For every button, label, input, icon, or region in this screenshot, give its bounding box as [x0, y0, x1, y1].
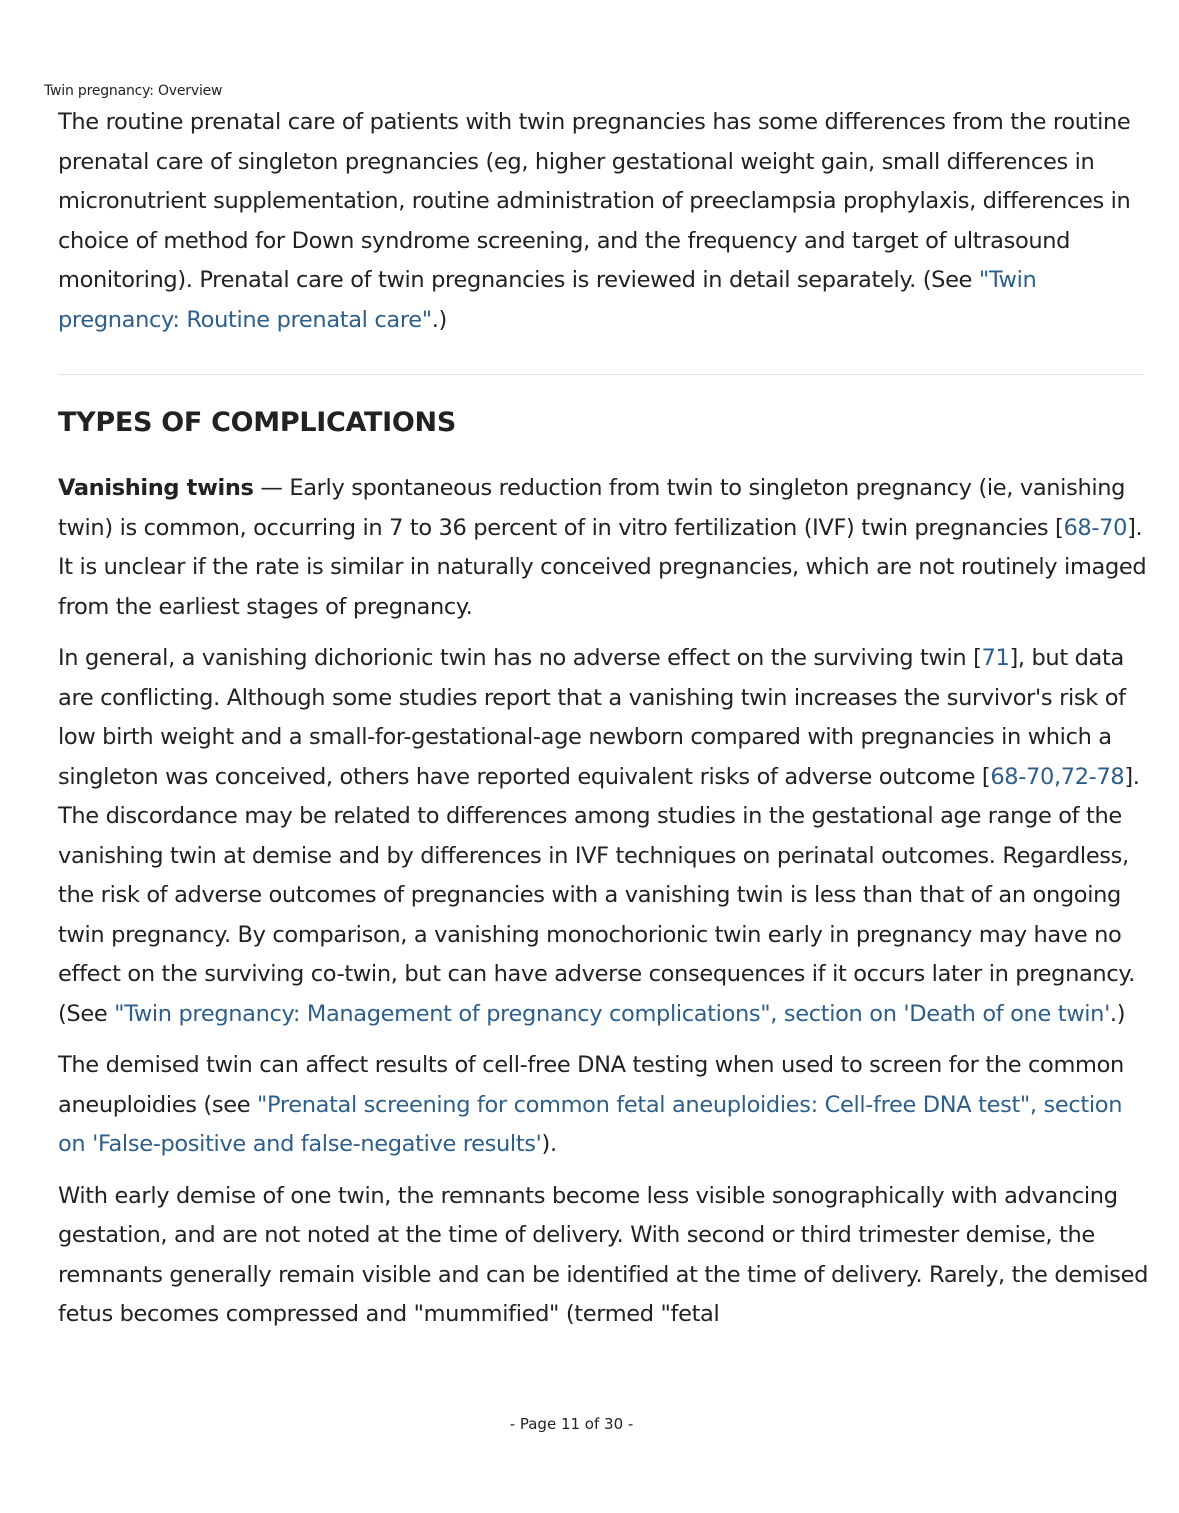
paragraph-text: — Early spontaneous reduction from twin to singleton pregnancy (ie, vanishing twin) is common, occurring in 7 to 36 percent of in vitro fertilization (IVF) twin pregnancies [ — [58, 475, 1126, 541]
paragraph-text: ], but data are conflicting. Although some studies report that a vanishing twin increases the survivor's risk of low birth weight and a small-for-gestational-age newborn compared with pregnancies in which a singleton was conceived, others have reported equivalent risks of adverse outcome [ — [58, 645, 1126, 790]
paragraph-cell-free-dna — [58, 1046, 1148, 1165]
reference-link-68-70[interactable]: 68-70 — [1063, 514, 1128, 541]
paragraph-text: ]. The discordance may be related to differences among studies in the gestational age range of the vanishing twin at demise and by differences in IVF techniques on perinatal outcomes. Regardless, the risk of adverse outcomes of pregnancies with a vanishing twin is less than that of an ongoing twin pregnancy. By comparison, a vanishing monochorionic twin early in pregnancy may have no effect on the surviving co-twin, but can have adverse consequences if it occurs later in pregnancy. (See — [58, 763, 1140, 1027]
link-management-of-pregnancy-complications[interactable]: "Twin pregnancy: Management of pregnancy complications", section on 'Death of one twin' — [114, 1000, 1110, 1027]
paragraph-early-demise — [58, 1177, 1148, 1335]
paragraph-vanishing-twins — [58, 469, 1148, 627]
page-number-footer: - Page 11 of 30 - — [509, 1415, 634, 1433]
running-header-title: Twin pregnancy: Overview — [44, 83, 223, 99]
document-body — [58, 103, 1148, 1335]
link-cell-free-dna-test[interactable]: "Prenatal screening for common fetal aneuploidies: Cell-free DNA test", section on 'False-positive and false-negative results' — [58, 1091, 1123, 1157]
paragraph-text: With early demise of one twin, the remnants become less visible sonographically with advancing gestation, and are not noted at the time of delivery. With second or third trimester demise, the remnants generally remain visible and can be identified at the time of delivery. Rarely, the demised fetus becomes compressed and "mummified" (termed "fetal — [58, 1182, 1149, 1327]
reference-link-71[interactable]: 71 — [981, 645, 1010, 671]
paragraph-text: The demised twin can affect results of cell-free DNA testing when used to screen for the common aneuploidies (see — [58, 1052, 1124, 1118]
link-routine-prenatal-care[interactable]: "Twin pregnancy: Routine prenatal care" — [58, 267, 1037, 333]
paragraph-text: .) — [1109, 1000, 1126, 1027]
lead-term-vanishing-twins: Vanishing twins — [58, 475, 254, 501]
intro-text: The routine prenatal care of patients with twin pregnancies has some differences from the routine prenatal care of singleton pregnancies (eg, higher gestational weight gain, small differences in micronutrient supplementation, routine administration of preeclampsia prophylaxis, differences in choice of method for Down syndrome screening, and the frequency and target of ultrasound monitoring). Prenatal care of twin pregnancies is reviewed in detail separately. (See — [58, 109, 1131, 293]
paragraph-text: In general, a vanishing dichorionic twin has no adverse effect on the surviving twin [ — [58, 645, 982, 671]
section-divider — [58, 374, 1144, 375]
section-heading: TYPES OF COMPLICATIONS — [58, 407, 456, 438]
intro-text-end: .) — [431, 306, 447, 333]
section-types-of-complications — [58, 469, 1148, 1335]
reference-link-68-70-72-78[interactable]: 68-70,72-78 — [990, 763, 1125, 790]
paragraph-dichorionic — [58, 639, 1148, 1034]
intro-paragraph — [58, 103, 1148, 340]
paragraph-text: ). — [541, 1131, 557, 1157]
paragraph-text: ]. It is unclear if the rate is similar in naturally conceived pregnancies, which are not routinely imaged from the earliest stages of pregnancy. — [58, 514, 1147, 620]
